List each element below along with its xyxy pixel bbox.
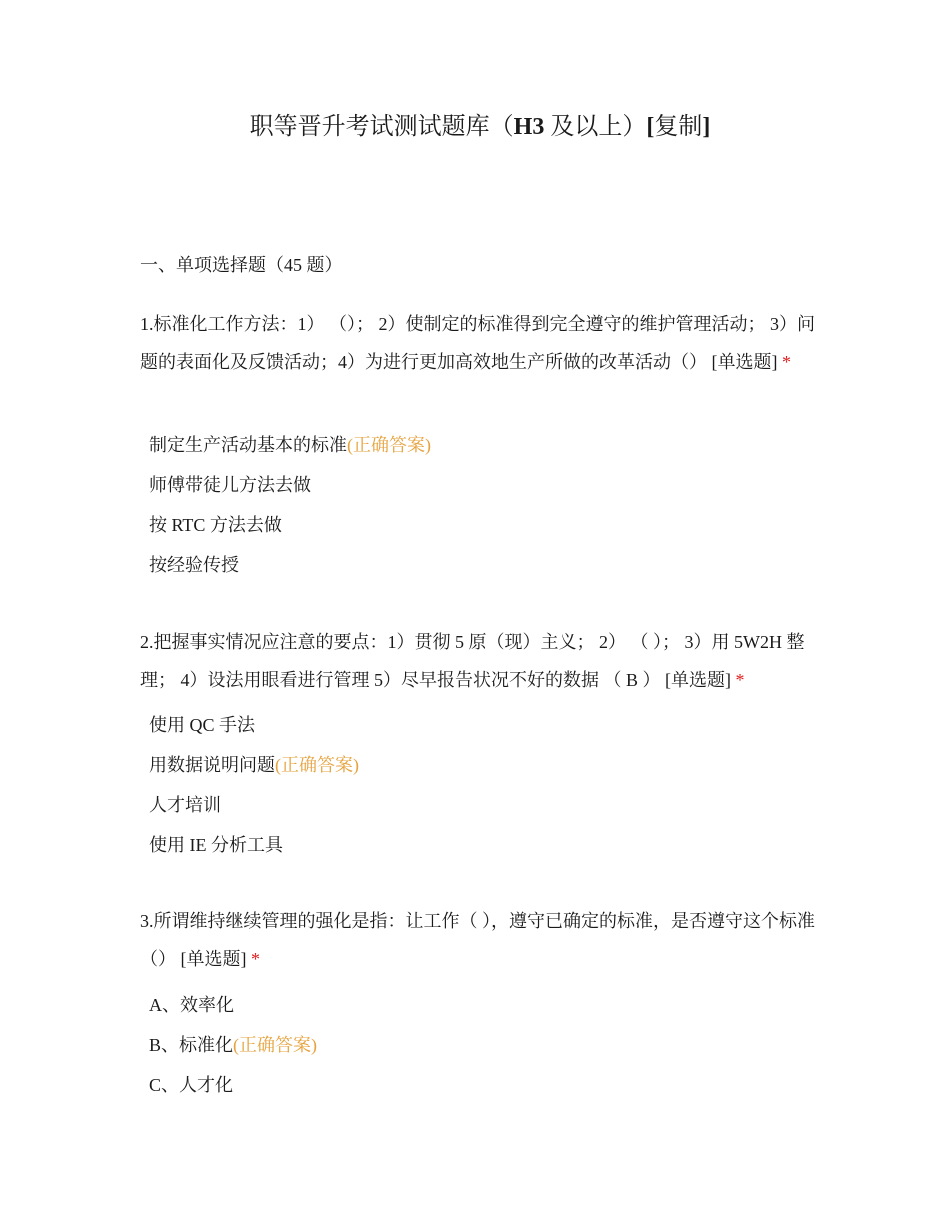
question-3-options [149, 985, 317, 1105]
question-2-options [149, 705, 359, 865]
option-label: 制定生产活动基本的标准 [149, 435, 347, 455]
option-label: C、人才化 [149, 1075, 234, 1095]
correct-answer-tag: (正确答案) [233, 1035, 318, 1055]
correct-answer-tag: (正确答案) [347, 435, 431, 455]
option [149, 425, 431, 465]
option [149, 465, 431, 505]
option-label: 师傅带徒儿方法去做 [149, 475, 311, 495]
option [149, 745, 359, 785]
option [149, 1025, 317, 1065]
option [149, 1065, 317, 1105]
option-label: 人才培训 [149, 795, 221, 815]
option [149, 825, 359, 865]
option [149, 545, 431, 585]
option-label: B、标准化 [149, 1035, 234, 1055]
option-label: A、效率化 [149, 995, 234, 1015]
title-copy: 复制 [654, 114, 703, 140]
question-1-options [149, 425, 431, 585]
question-3 [140, 902, 820, 978]
option-label: 使用 IE 分析工具 [149, 835, 283, 855]
option [149, 705, 359, 745]
required-mark: * [246, 949, 260, 969]
question-2 [140, 623, 820, 699]
option [149, 985, 317, 1025]
title-bracket-close: ] [702, 114, 711, 140]
option-label: 按 RTC 方法去做 [149, 515, 282, 535]
question-text: 2.把握事实情况应注意的要点：1）贯彻 5 原（现）主义； 2） （ ）； 3）用 5W2H 整理； 4）设法用眼看进行管理 5）尽早报告状况不好的数据 （ B ） [单选题] [140, 632, 805, 690]
title-middle: 及以上） [544, 114, 647, 140]
option-label: 按经验传授 [149, 555, 239, 575]
question-text: 1.标准化工作方法：1） （）； 2）使制定的标准得到完全遵守的维护管理活动； 3）问题的表面化及反馈活动；4）为进行更加高效地生产所做的改革活动（） [单选题] [140, 314, 815, 372]
option [149, 505, 431, 545]
option-label: 使用 QC 手法 [149, 715, 256, 735]
title-bracket-open: [ [646, 114, 655, 140]
page-title [0, 110, 950, 144]
correct-answer-tag: (正确答案) [275, 755, 359, 775]
option [149, 785, 359, 825]
title-bold-h3: H3 [513, 114, 545, 140]
option-label: 用数据说明问题 [149, 755, 275, 775]
title-prefix: 职等晋升考试测试题库（ [249, 114, 514, 140]
question-text: 3.所谓维持继续管理的强化是指：让工作（ ），遵守已确定的标准，是否遵守这个标准（） [单选题] [140, 911, 815, 969]
required-mark: * [777, 352, 791, 372]
section-heading: 一、单项选择题（45 题） [140, 255, 343, 275]
required-mark: * [731, 670, 745, 690]
question-1 [140, 305, 820, 381]
